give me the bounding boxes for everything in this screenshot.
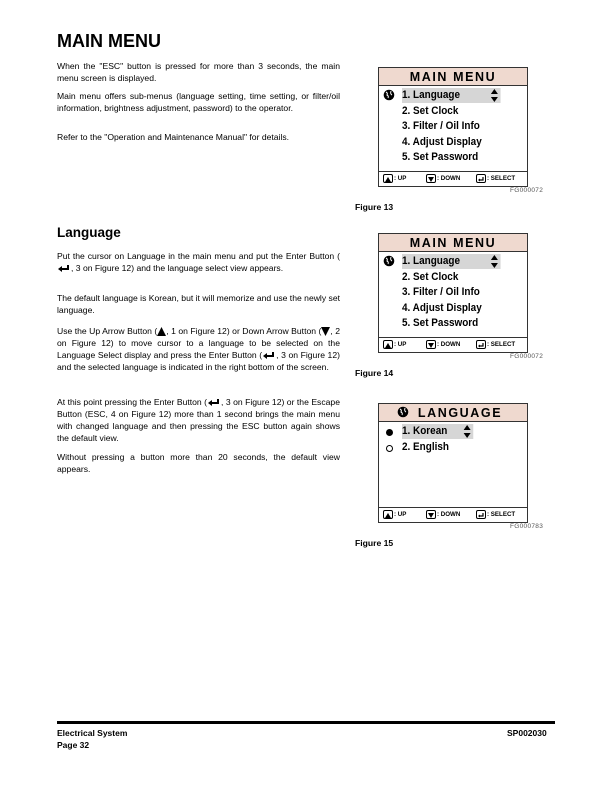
figure-15-display — [378, 403, 528, 523]
text: , 2 on Figure 12) to move cursor to a language to be selected on the Language Select display and press the Enter Button ( — [57, 326, 341, 360]
down-key-icon[interactable] — [426, 510, 436, 519]
enter-key-label: : SELECT — [487, 175, 516, 182]
footer-doc-number: SP002030 — [507, 728, 547, 738]
language-paragraph-2: The default language is Korean, but it will memorize and use the newly set language. — [57, 293, 340, 315]
menu-item-filter-oil[interactable]: 3. Filter / Oil Info — [402, 120, 480, 132]
text: , 3 on Figure 12) and the language select view appears. — [71, 263, 284, 273]
display-title: MAIN MENU — [379, 68, 527, 86]
menu-item-language[interactable] — [402, 254, 500, 269]
enter-key-label: : SELECT — [487, 341, 516, 348]
text: , 1 on Figure 12) or Down Arrow Button ( — [166, 326, 322, 336]
globe-icon — [383, 255, 395, 267]
display-title-text: LANGUAGE — [417, 406, 503, 420]
up-key-icon[interactable] — [383, 510, 393, 519]
figure-15-caption: Figure 15 — [355, 538, 394, 548]
down-key-icon[interactable] — [426, 340, 436, 349]
figure-code: FG000783 — [510, 523, 544, 530]
figure-code: FG000072 — [510, 187, 544, 194]
down-key-label: : DOWN — [437, 341, 461, 348]
enter-key-label: : SELECT — [487, 511, 516, 518]
language-option-english[interactable]: 2. English — [402, 441, 449, 453]
enter-icon — [262, 351, 276, 360]
text: Use the Up Arrow Button ( — [57, 326, 158, 336]
enter-key-icon[interactable] — [476, 174, 486, 183]
softkey-bar — [379, 171, 527, 186]
figure-13-display — [378, 67, 528, 187]
language-paragraph-1 — [57, 250, 340, 274]
intro-paragraph-2: Main menu offers sub-menus (language setting, time setting, or filter/oil information, brightness adjustment, password) to the operator. — [57, 91, 340, 113]
language-heading: Language — [57, 225, 121, 240]
softkey-bar — [379, 507, 527, 522]
language-paragraph-4 — [57, 396, 340, 444]
up-key-label: : UP — [394, 175, 407, 182]
display-title — [379, 404, 527, 422]
menu-item-label: 1. Language — [402, 89, 461, 101]
figure-14-caption: Figure 14 — [355, 368, 394, 378]
menu-item-filter-oil[interactable]: 3. Filter / Oil Info — [402, 286, 480, 298]
figure-13-caption: Figure 13 — [355, 202, 394, 212]
globe-icon — [383, 89, 395, 101]
figure-14-display — [378, 233, 528, 353]
softkey-bar — [379, 337, 527, 352]
enter-key-icon[interactable] — [476, 510, 486, 519]
footer-section: Electrical System — [57, 728, 128, 738]
language-paragraph-3 — [57, 325, 340, 373]
enter-key-icon[interactable] — [476, 340, 486, 349]
footer-page-number: Page 32 — [57, 740, 90, 750]
up-down-arrows-icon — [491, 255, 498, 268]
display-title: MAIN MENU — [379, 234, 527, 252]
menu-item-set-password[interactable]: 5. Set Password — [402, 151, 479, 163]
language-option-korean[interactable] — [402, 424, 474, 439]
menu-item-label: 1. Language — [402, 255, 461, 267]
menu-item-language[interactable] — [402, 88, 500, 103]
menu-item-set-clock[interactable]: 2. Set Clock — [402, 271, 459, 283]
up-key-label: : UP — [394, 341, 407, 348]
menu-item-set-clock[interactable]: 2. Set Clock — [402, 105, 459, 117]
down-arrow-icon — [321, 327, 330, 336]
language-option-label: 1. Korean — [402, 425, 448, 437]
globe-icon — [397, 406, 409, 418]
enter-icon — [207, 398, 221, 407]
language-paragraph-5: Without pressing a button more than 20 seconds, the default view appears. — [57, 452, 340, 474]
up-arrow-icon — [157, 327, 166, 336]
enter-icon — [57, 264, 71, 273]
intro-paragraph-1: When the "ESC" button is pressed for more than 3 seconds, the main menu screen is displayed. — [57, 61, 340, 83]
down-key-icon[interactable] — [426, 174, 436, 183]
up-down-arrows-icon — [464, 425, 471, 438]
unselected-radio-icon — [386, 445, 393, 452]
menu-item-adjust-display[interactable]: 4. Adjust Display — [402, 136, 482, 148]
down-key-label: : DOWN — [437, 511, 461, 518]
text: , 3 on Figure 12) or the Escape Button (ESC, 4 on Figure 12) more than 1 second brings the main menu with changed language and then pressing the ESC button again shows the default view. — [57, 397, 340, 443]
text: Put the cursor on Language in the main menu and put the Enter Button ( — [57, 251, 340, 261]
up-down-arrows-icon — [491, 89, 498, 102]
text: , 3 on Figure 12) and the selected language is indicated in the right bottom of the screen. — [57, 350, 340, 372]
figure-code: FG000072 — [510, 353, 544, 360]
intro-paragraph-3: Refer to the "Operation and Maintenance Manual" for details. — [57, 132, 290, 142]
down-key-label: : DOWN — [437, 175, 461, 182]
page-title: MAIN MENU — [57, 31, 161, 51]
menu-item-adjust-display[interactable]: 4. Adjust Display — [402, 302, 482, 314]
up-key-label: : UP — [394, 511, 407, 518]
text: At this point pressing the Enter Button ( — [57, 397, 208, 407]
up-key-icon[interactable] — [383, 340, 393, 349]
footer-rule — [57, 721, 555, 724]
selected-radio-icon — [386, 429, 393, 436]
up-key-icon[interactable] — [383, 174, 393, 183]
menu-item-set-password[interactable]: 5. Set Password — [402, 317, 479, 329]
